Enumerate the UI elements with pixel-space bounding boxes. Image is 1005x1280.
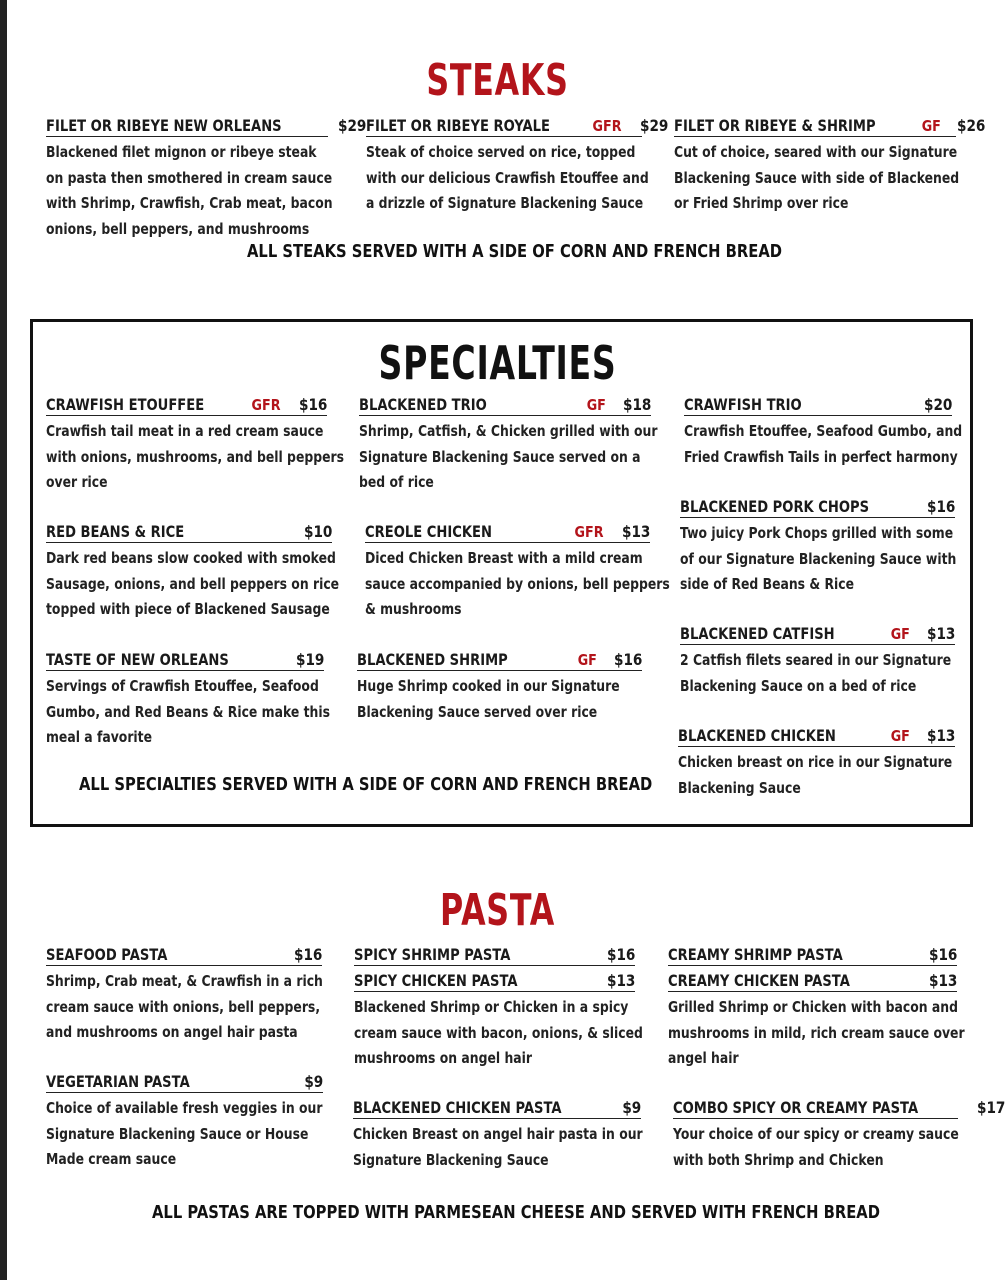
description-line: Blackened filet mignon or ribeye steak <box>46 143 317 161</box>
description-line: Signature Blackening Sauce or House <box>46 1124 309 1143</box>
item-price: $16 <box>613 650 642 669</box>
item-description <box>46 546 340 623</box>
description-line: Huge Shrimp cooked in our Signature <box>357 677 620 695</box>
item-header <box>354 944 635 966</box>
item-name: BLACKENED SHRIMP <box>357 650 508 669</box>
description-line: Blackening Sauce on a bed of rice <box>680 676 917 695</box>
item-name: TASTE OF NEW ORLEANS <box>46 650 229 669</box>
dietary-tag: GF <box>890 625 910 643</box>
item-description <box>357 674 642 725</box>
dietary-tag: GF <box>921 117 941 135</box>
menu-item <box>46 115 367 242</box>
item-price: $9 <box>304 1072 323 1091</box>
description-line: Grilled Shrimp or Chicken with bacon and <box>668 998 958 1016</box>
description-line: Servings of Crawfish Etouffee, Seafood <box>46 677 319 695</box>
pasta-title: PASTA <box>440 885 555 936</box>
item-header <box>673 1097 1005 1119</box>
item-header <box>359 394 651 416</box>
item-header <box>46 944 322 966</box>
item-name: CREOLE CHICKEN <box>365 522 492 541</box>
description-line: Cut of choice, seared with our Signature <box>674 143 958 161</box>
description-line: Your choice of our spicy or creamy sauce <box>673 1125 959 1143</box>
item-name: SPICY SHRIMP PASTA <box>354 945 511 964</box>
item-description <box>46 140 333 242</box>
item-description <box>366 140 649 217</box>
item-header <box>46 649 324 671</box>
description-line: with our delicious Crawfish Etouffee and <box>366 168 649 187</box>
item-description <box>684 419 963 470</box>
description-line: Chicken breast on rice in our Signature <box>678 753 953 771</box>
menu-item <box>678 725 955 801</box>
description-line: Blackened Shrimp or Chicken in a spicy <box>354 998 629 1016</box>
description-line: or Fried Shrimp over rice <box>674 194 849 212</box>
description-line: cream sauce with onions, bell peppers, <box>46 997 321 1016</box>
description-line: over rice <box>46 473 108 491</box>
description-line: bed of rice <box>359 473 434 491</box>
item-name: CRAWFISH TRIO <box>684 395 802 414</box>
item-name: CRAWFISH ETOUFFEE <box>46 395 205 414</box>
item-price: $13 <box>606 971 635 990</box>
menu-item <box>680 496 955 598</box>
steaks-note: ALL STEAKS SERVED WITH A SIDE OF CORN AND FRENCH BREAD <box>247 241 783 262</box>
menu-item <box>674 115 986 217</box>
description-line: mushrooms in mild, rich cream sauce over <box>668 1023 965 1042</box>
menu-item <box>365 521 670 623</box>
menu-item <box>46 521 340 623</box>
description-line: Sausage, onions, and bell peppers on rice <box>46 574 340 593</box>
description-line: Chicken Breast on angel hair pasta in our <box>353 1125 643 1143</box>
item-description <box>673 1122 958 1173</box>
description-line: Blackening Sauce <box>678 778 801 797</box>
item-name: BLACKENED TRIO <box>359 395 487 414</box>
dietary-tag: GFR <box>592 117 622 135</box>
item-price: $16 <box>926 497 955 516</box>
item-name: SEAFOOD PASTA <box>46 945 168 964</box>
item-description <box>674 140 960 217</box>
description-line: of our Signature Blackening Sauce with <box>680 549 957 568</box>
description-line: with both Shrimp and Chicken <box>673 1150 884 1169</box>
item-header <box>680 496 955 518</box>
menu-item <box>46 649 330 751</box>
description-line: Made cream sauce <box>46 1150 177 1168</box>
item-price: $13 <box>926 726 955 745</box>
menu-item <box>359 394 658 496</box>
item-price: $19 <box>295 650 324 669</box>
item-header <box>678 725 955 747</box>
item-name: FILET OR RIBEYE ROYALE <box>366 116 551 135</box>
item-description <box>46 969 322 1046</box>
dietary-tag: GF <box>577 651 597 669</box>
item-description <box>46 419 345 496</box>
description-line: Dark red beans slow cooked with smoked <box>46 549 336 567</box>
item-description <box>46 674 330 751</box>
description-line: side of Red Beans & Rice <box>680 575 855 593</box>
item-name: CREAMY SHRIMP PASTA <box>668 945 843 964</box>
item-price: $13 <box>621 522 650 541</box>
item-name: BLACKENED CHICKEN PASTA <box>353 1098 562 1117</box>
item-description <box>680 521 955 598</box>
item-header <box>357 649 642 671</box>
specialties-title: SPECIALTIES <box>378 336 617 390</box>
item-description <box>678 750 955 801</box>
item-name: SPICY CHICKEN PASTA <box>354 971 518 990</box>
item-name: FILET OR RIBEYE & SHRIMP <box>674 116 876 135</box>
description-line: Choice of available fresh veggies in our <box>46 1099 323 1117</box>
description-line: onions, bell peppers, and mushrooms <box>46 219 310 238</box>
description-line: Crawfish tail meat in a red cream sauce <box>46 422 324 440</box>
item-price: $20 <box>923 395 952 414</box>
description-line: Blackening Sauce with side of Blackened <box>674 168 960 187</box>
menu-item <box>668 944 965 1072</box>
dietary-tag: GF <box>586 396 606 414</box>
item-price: $16 <box>606 945 635 964</box>
description-line: sauce accompanied by onions, bell peppers <box>365 574 670 593</box>
specialties-note: ALL SPECIALTIES SERVED WITH A SIDE OF CORN AND FRENCH BREAD <box>79 774 653 795</box>
item-header <box>354 970 635 992</box>
menu-item <box>354 944 643 1072</box>
item-header <box>680 623 955 645</box>
item-price: $16 <box>293 945 322 964</box>
description-line: & mushrooms <box>365 600 462 618</box>
dietary-tag: GF <box>890 727 910 745</box>
item-price: $17 <box>976 1098 1005 1117</box>
item-description <box>359 419 658 496</box>
item-price: $26 <box>957 116 986 135</box>
item-name: FILET OR RIBEYE NEW ORLEANS <box>46 116 282 135</box>
description-line: Two juicy Pork Chops grilled with some <box>680 524 954 542</box>
item-name: BLACKENED CATFISH <box>680 624 835 643</box>
menu-item <box>684 394 963 470</box>
item-name: BLACKENED PORK CHOPS <box>680 497 870 516</box>
item-price: $9 <box>622 1098 641 1117</box>
item-price: $16 <box>928 945 957 964</box>
description-line: angel hair <box>668 1049 739 1067</box>
item-header <box>668 944 957 966</box>
description-line: Blackening Sauce served over rice <box>357 702 598 721</box>
item-name: COMBO SPICY OR CREAMY PASTA <box>673 1098 919 1117</box>
description-line: and mushrooms on angel hair pasta <box>46 1023 298 1041</box>
steaks-title: STEAKS <box>426 55 569 106</box>
description-line: Shrimp, Catfish, & Chicken grilled with our <box>359 422 658 440</box>
item-header <box>46 1071 323 1093</box>
item-header <box>46 115 367 137</box>
item-price: $13 <box>926 624 955 643</box>
item-name: CREAMY CHICKEN PASTA <box>668 971 850 990</box>
menu-item <box>366 115 668 217</box>
item-header <box>353 1097 641 1119</box>
item-price: $29 <box>639 116 668 135</box>
item-price: $18 <box>622 395 651 414</box>
description-line: Shrimp, Crab meat, & Crawfish in a rich <box>46 972 323 990</box>
item-description <box>353 1122 641 1173</box>
item-description <box>46 1096 323 1173</box>
item-price: $10 <box>303 522 332 541</box>
item-description <box>668 995 965 1072</box>
description-line: mushrooms on angel hair <box>354 1049 533 1067</box>
menu-item <box>673 1097 1005 1173</box>
menu-item <box>353 1097 641 1173</box>
item-price: $16 <box>298 395 327 414</box>
description-line: 2 Catfish filets seared in our Signature <box>680 651 952 669</box>
description-line: with Shrimp, Crawfish, Crab meat, bacon <box>46 194 333 212</box>
description-line: Diced Chicken Breast with a mild cream <box>365 549 643 567</box>
description-line: Fried Crawfish Tails in perfect harmony <box>684 447 958 466</box>
item-header <box>46 394 327 416</box>
item-price: $13 <box>928 971 957 990</box>
pasta-note: ALL PASTAS ARE TOPPED WITH PARMESEAN CHEESE AND SERVED WITH FRENCH BREAD <box>152 1202 880 1223</box>
dietary-tag: GFR <box>252 396 282 414</box>
description-line: cream sauce with bacon, onions, & sliced <box>354 1023 643 1042</box>
description-line: topped with piece of Blackened Sausage <box>46 600 330 618</box>
menu-item <box>357 649 642 725</box>
description-line: Gumbo, and Red Beans & Rice make this <box>46 702 330 721</box>
item-header <box>366 115 668 137</box>
menu-item <box>680 623 955 699</box>
item-description <box>354 995 643 1072</box>
item-description <box>680 648 955 699</box>
item-header <box>365 521 650 543</box>
item-name: VEGETARIAN PASTA <box>46 1072 190 1091</box>
menu-item <box>46 1071 323 1173</box>
menu-item <box>46 944 322 1046</box>
description-line: Crawfish Etouffee, Seafood Gumbo, and <box>684 422 963 440</box>
description-line: with onions, mushrooms, and bell peppers <box>46 447 345 466</box>
description-line: meal a favorite <box>46 728 153 746</box>
item-price: $29 <box>338 116 367 135</box>
item-header <box>46 521 332 543</box>
menu-item <box>46 394 345 496</box>
item-description <box>365 546 670 623</box>
description-line: Signature Blackening Sauce <box>353 1150 549 1169</box>
description-line: Signature Blackening Sauce served on a <box>359 447 641 466</box>
description-line: a drizzle of Signature Blackening Sauce <box>366 194 644 212</box>
item-name: BLACKENED CHICKEN <box>678 726 836 745</box>
description-line: on pasta then smothered in cream sauce <box>46 168 333 187</box>
dietary-tag: GFR <box>575 523 605 541</box>
item-header <box>668 970 957 992</box>
item-header <box>674 115 986 137</box>
item-name: RED BEANS & RICE <box>46 522 185 541</box>
description-line: Steak of choice served on rice, topped <box>366 143 636 161</box>
item-header <box>684 394 952 416</box>
page-edge <box>0 0 7 1280</box>
